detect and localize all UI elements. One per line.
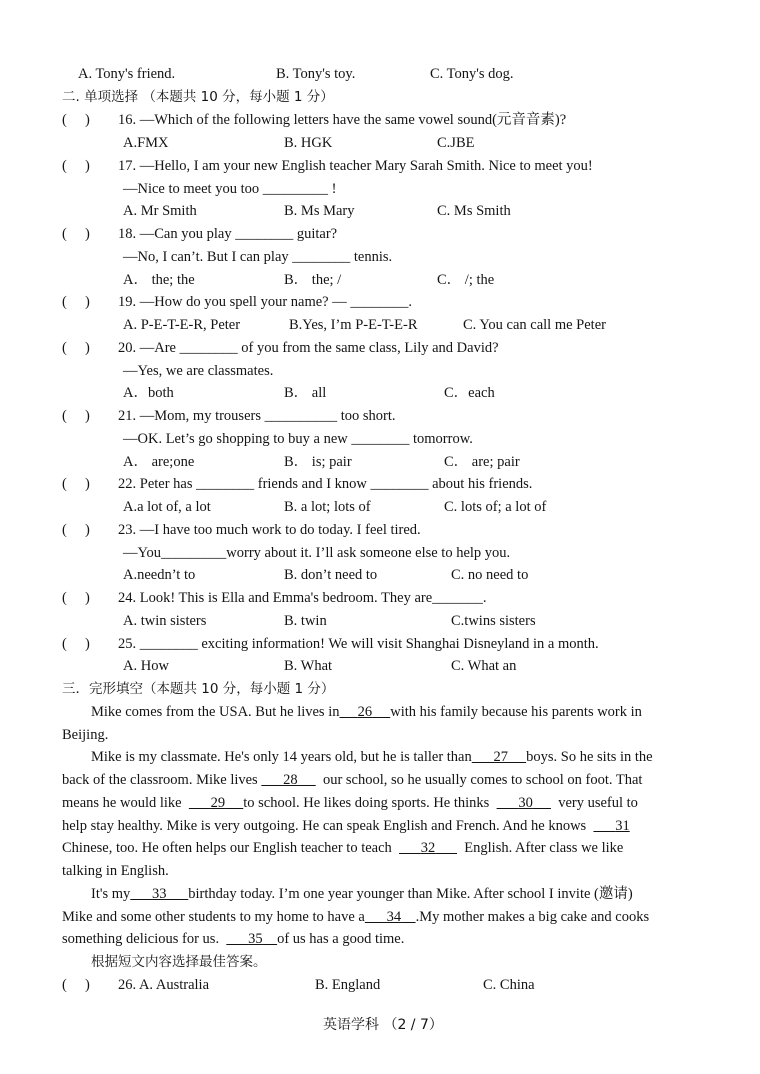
question-number: 25 — [118, 636, 133, 652]
passage-line: Mike and some other students to my home to have a 34 .My mother makes a big cake and cooks — [62, 909, 650, 925]
q19-option-c: C. You can call me Peter — [463, 317, 606, 333]
q16-option-a: A.FMX — [123, 135, 169, 151]
passage-line: something delicious for us. 35 of us has a good time. — [62, 931, 405, 947]
question-19: ( ) 19. —How do you spell your name? — ________. — [62, 294, 412, 310]
q23-option-c: C. no need to — [451, 567, 529, 583]
passage-line: Beijing. — [62, 727, 109, 743]
q26-option-c: C. China — [483, 977, 535, 993]
question-number: 22 — [118, 476, 133, 492]
question-21: ( ) 21. —Mom, my trousers __________ too short. — [62, 408, 396, 424]
q18-option-b: B． the; / — [284, 272, 342, 288]
q24-option-a: A. twin sisters — [123, 613, 207, 629]
question-number: 20 — [118, 340, 133, 356]
q18-line-2: —No, I can’t. But I can play ________ tennis. — [123, 249, 393, 265]
question-stem: —Hello, I am your new English teacher Mary Sarah Smith. Nice to meet you! — [139, 158, 593, 174]
passage-line: Mike comes from the USA. But he lives in 26 with his family because his parents work in — [91, 704, 642, 720]
q24-option-b: B. twin — [284, 613, 327, 629]
question-number: 21 — [118, 408, 133, 424]
q18-option-a: A． the; the — [123, 272, 195, 288]
q16-option-c: C.JBE — [437, 135, 475, 151]
q25-option-a: A. How — [123, 658, 169, 674]
q20-line-2: —Yes, we are classmates. — [123, 363, 274, 379]
instruction: 根据短文内容选择最佳答案。 — [91, 954, 267, 970]
q22-option-c: C. lots of; a lot of — [444, 499, 547, 515]
question-number: 23 — [118, 522, 133, 538]
answer-paren: ( ) — [62, 294, 90, 310]
question-stem: ________ exciting information! We will visit Shanghai Disneyland in a month. — [139, 636, 599, 652]
q17-option-a: A. Mr Smith — [123, 203, 197, 219]
blank-28: 28 — [283, 772, 298, 788]
answer-paren: ( ) — [62, 408, 90, 424]
q15-option-a: A. Tony's friend. — [78, 66, 176, 82]
question-number: 18 — [118, 226, 133, 242]
passage-line: back of the classroom. Mike lives 28 our school, so he usually comes to school on foot. That — [62, 772, 643, 788]
q20-option-c: C．each — [444, 385, 495, 401]
q19-option-a: A. P-E-T-E-R, Peter — [123, 317, 241, 333]
question-number: 17 — [118, 158, 133, 174]
passage-line: Chinese, too. He often helps our English teacher to teach 32 English. After class we like — [62, 840, 624, 856]
question-23: ( ) 23. —I have too much work to do today. I feel tired. — [62, 522, 421, 538]
q17-line-2: —Nice to meet you too _________ ! — [123, 181, 337, 197]
question-stem: Peter has ________ friends and I know ________ about his friends. — [139, 476, 533, 492]
question-number: 16 — [118, 112, 133, 128]
q17-option-c: C. Ms Smith — [437, 203, 511, 219]
question-stem: —Which of the following letters have the same vowel sound(元音音素)? — [139, 112, 567, 128]
passage-line: It's my 33 birthday today. I’m one year younger than Mike. After school I invite (邀请) — [91, 886, 633, 902]
q19-option-b: B.Yes, I’m P-E-T-E-R — [289, 317, 418, 333]
section3-title: 三．完形填空（本题共 10 分，每小题 1 分） — [62, 681, 335, 697]
question-18: ( ) 18. —Can you play ________ guitar? — [62, 226, 338, 242]
question-16: ( ) 16. —Which of the following letters have the same vowel sound(元音音素)? — [62, 112, 567, 128]
question-17: ( ) 17. —Hello, I am your new English teacher Mary Sarah Smith. Nice to meet you! — [62, 158, 593, 174]
q25-option-c: C. What an — [451, 658, 517, 674]
question-stem: —I have too much work to do today. I feel tired. — [139, 522, 421, 538]
answer-paren: ( ) — [62, 977, 90, 993]
q21-line-2: —OK. Let’s go shopping to buy a new ________ tomorrow. — [123, 431, 473, 447]
answer-paren: ( ) — [62, 636, 90, 652]
blank-35: 35 — [248, 931, 263, 947]
q24-option-c: C.twins sisters — [451, 613, 536, 629]
question-26: ( ) 26. A. Australia — [62, 977, 210, 993]
blank-26: 26 — [357, 704, 373, 720]
question-number: 24 — [118, 590, 133, 606]
answer-paren: ( ) — [62, 158, 90, 174]
question-number: 26 — [118, 977, 133, 993]
question-stem: —Are ________ of you from the same class, Lily and David? — [139, 340, 499, 356]
question-stem: Look! This is Ella and Emma's bedroom. They are_______. — [139, 590, 487, 606]
question-number: 19 — [118, 294, 133, 310]
answer-paren: ( ) — [62, 340, 90, 356]
blank-30: 30 — [518, 795, 533, 811]
passage-line: talking in English. — [62, 863, 169, 879]
passage-line: means he would like 29 to school. He likes doing sports. He thinks 30 very useful to — [62, 795, 638, 811]
q20-option-b: B． all — [284, 385, 327, 401]
question-24: ( ) 24. Look! This is Ella and Emma's bedroom. They are_______. — [62, 590, 487, 606]
answer-paren: ( ) — [62, 590, 90, 606]
q23-option-a: A.needn’t to — [123, 567, 196, 583]
q22-option-a: A.a lot of, a lot — [123, 499, 211, 515]
q23-option-b: B. don’t need to — [284, 567, 378, 583]
section2-title: 二. 单项选择 （本题共 10 分，每小题 1 分） — [62, 89, 334, 105]
answer-paren: ( ) — [62, 522, 90, 538]
answer-paren: ( ) — [62, 476, 90, 492]
q17-option-b: B. Ms Mary — [284, 203, 355, 219]
q26-option-a: A. Australia — [138, 977, 210, 993]
question-25: ( ) 25. ________ exciting information! We will visit Shanghai Disneyland in a month. — [62, 636, 599, 652]
q21-option-b: B． is; pair — [284, 454, 352, 470]
q20-option-a: A．both — [123, 385, 174, 401]
question-stem: —Can you play ________ guitar? — [139, 226, 338, 242]
passage-line: Mike is my classmate. He's only 14 years old, but he is taller than 27 boys. So he sits in the — [91, 749, 653, 765]
blank-34: 34 — [386, 909, 402, 925]
answer-paren: ( ) — [62, 226, 90, 242]
blank-29: 29 — [210, 795, 226, 811]
blank-32: 32 — [420, 840, 436, 856]
q15-option-c: C. Tony's dog. — [430, 66, 514, 82]
q21-option-c: C． are; pair — [444, 454, 520, 470]
blank-33: 33 — [152, 886, 167, 902]
question-stem: —How do you spell your name? — ________. — [139, 294, 412, 310]
question-22: ( ) 22. Peter has ________ friends and I know ________ about his friends. — [62, 476, 533, 492]
q16-option-b: B. HGK — [284, 135, 333, 151]
question-stem: —Mom, my trousers __________ too short. — [139, 408, 396, 424]
question-20: ( ) 20. —Are ________ of you from the same class, Lily and David? — [62, 340, 499, 356]
blank-27: 27 — [493, 749, 508, 765]
q25-option-b: B. What — [284, 658, 333, 674]
blank-31: 31 — [615, 818, 630, 834]
passage-line: help stay healthy. Mike is very outgoing. He can speak English and French. And he knows 31 — [62, 818, 630, 834]
q26-option-b: B. England — [315, 977, 381, 993]
q15-option-b: B. Tony's toy. — [276, 66, 356, 82]
answer-paren: ( ) — [62, 112, 90, 128]
page-footer: 英语学科 （2 / 7） — [323, 1017, 443, 1033]
q23-line-2: —You_________worry about it. I’ll ask someone else to help you. — [123, 545, 511, 561]
q22-option-b: B. a lot; lots of — [284, 499, 371, 515]
q21-option-a: A． are;one — [123, 454, 195, 470]
q18-option-c: C． /; the — [437, 272, 495, 288]
